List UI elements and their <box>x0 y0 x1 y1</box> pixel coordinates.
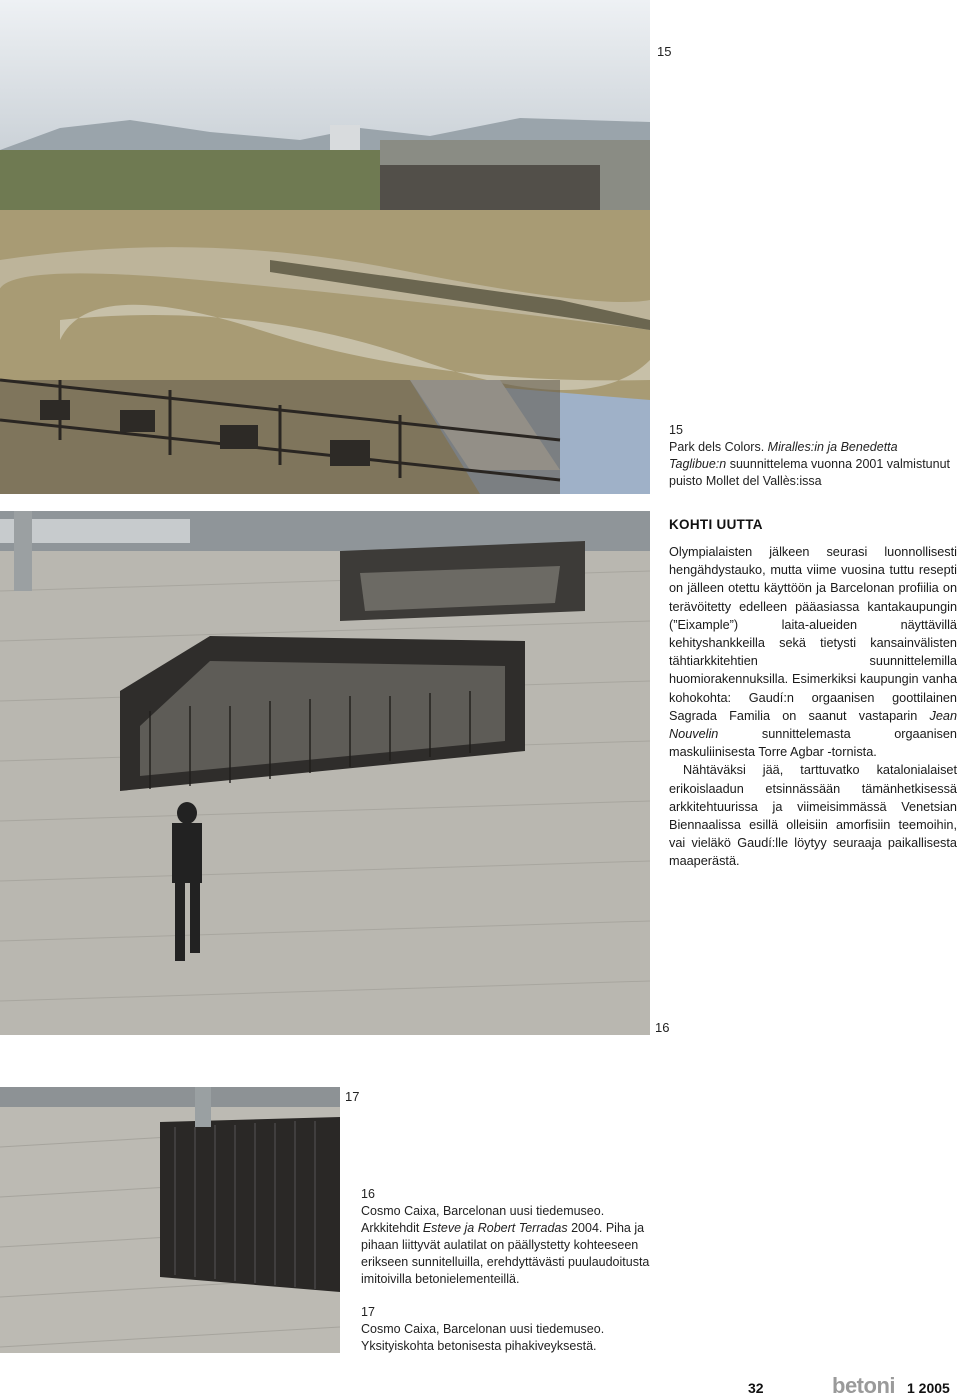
caption-15-number: 15 <box>669 423 683 437</box>
caption-15-architects: Miralles:in ja Benedetta Taglibue:n <box>669 440 898 471</box>
figure-number-15: 15 <box>657 44 672 59</box>
caption-15-text: suunnittelema vuonna 2001 valmistunut puisto Mollet del Vallès:issa <box>669 457 950 488</box>
article-paragraph-1 <box>669 543 957 761</box>
caption-16-text: Cosmo Caixa, Barcelonan uusi tiedemuseo. Arkkitehdit <box>361 1204 605 1235</box>
figure-number-17: 17 <box>345 1089 360 1104</box>
caption-16-rest: 2004. Piha ja pihaan liittyvät aulatilat on päällystetty kohteeseen erikseen sunnitelluilla, erehdyttävästi puulaudoitusta imitoivilla betonielementeillä. <box>361 1221 650 1286</box>
article-paragraph-2: Nähtäväksi jää, tarttuvatko katalonialaiset erikoislaadun etsinnässään tämänhetkisessä arkkitehtuurissa ja viimeisimmässä Venetsian Biennaalissa esillä olleisiin amorfisiin teemoihin, vai vieläkö Gaudí:lle löytyy seuraaja paikallisesta maaperästä. <box>669 763 957 869</box>
article-paragraph-1-text: Olympialaisten jälkeen seurasi luonnollisesti hengähdystauko, mutta viime vuosina tuttu resepti on jälleen otettu käyttöön ja Barcelonan profiilia on terävöitetty edelleen pääasiassa kantakaupungin (”Eixample”) laita-alueiden näyttävillä kehityshankkeilla sekä tietysti kansainvälisten tähtiarkkitehtien suunnittelemilla huomiorakennuksilla. Esimerkiksi kaupungin vanha kohokohta: Gaudí:n orgaanisen goottilainen Sagrada Familia on saanut vastaparin <box>669 545 957 723</box>
photo-paving-detail <box>0 1087 340 1353</box>
caption-15 <box>669 422 957 490</box>
caption-17 <box>361 1304 651 1355</box>
figure-number-16: 16 <box>655 1020 670 1035</box>
photo-cosmo-caixa-plaza <box>0 511 650 1035</box>
caption-16 <box>361 1186 651 1288</box>
caption-17-text: Cosmo Caixa, Barcelonan uusi tiedemuseo. Yksityiskohta betonisesta pihakiveyksestä. <box>361 1322 605 1353</box>
article-body <box>669 543 957 871</box>
caption-16-number: 16 <box>361 1187 375 1201</box>
caption-16-architects: Esteve ja Robert Terradas <box>422 1221 568 1235</box>
article-paragraph-1-end: sunnittelemasta orgaanisen maskuliinisesta Torre Agbar -tornista. <box>669 727 957 760</box>
issue-number: 1 2005 <box>907 1380 950 1396</box>
betoni-logo: betoni <box>832 1373 895 1398</box>
article-heading: KOHTI UUTTA <box>669 517 763 532</box>
photo-park-dels-colors <box>0 0 650 494</box>
page-number: 32 <box>748 1380 764 1396</box>
article-architect-name: Jean Nouvelin <box>669 708 957 742</box>
caption-17-number: 17 <box>361 1305 375 1319</box>
caption-15-title: Park dels Colors. <box>669 440 768 454</box>
